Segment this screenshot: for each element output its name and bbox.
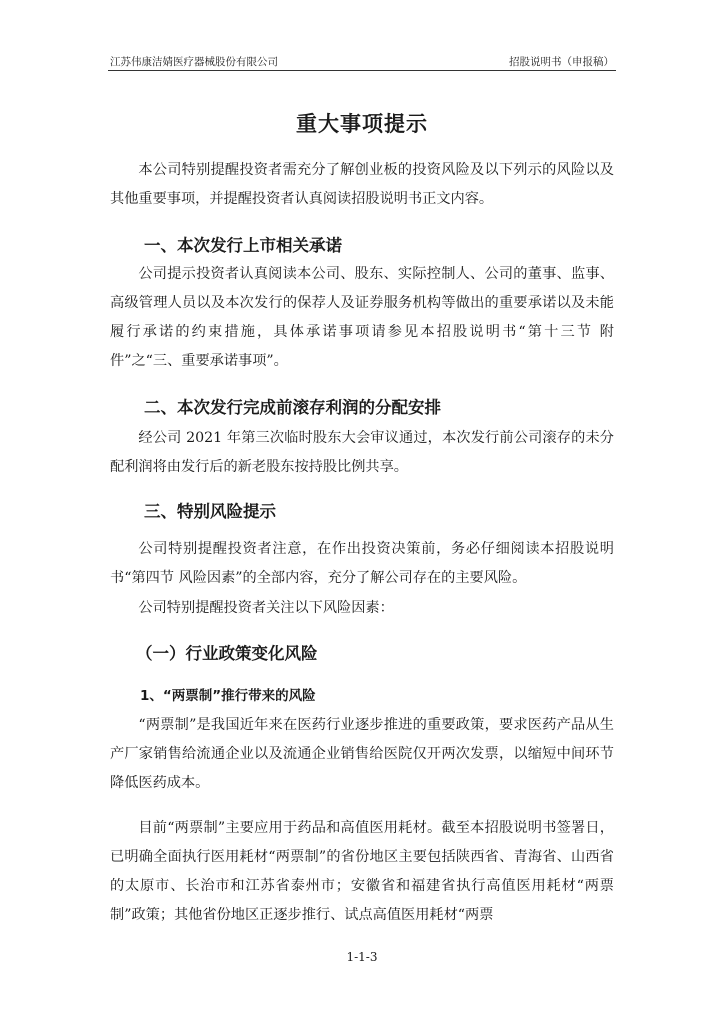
risk-notice-paragraph: 公司特别提醒投资者注意，在作出投资决策前，务必仔细阅读本招股说明书“第四节 风险因素”的全部内容，充分了解公司存在的主要风险。 [110,541,614,586]
page-title: 重大事项提示 [296,112,428,136]
subsection-heading-policy-risk: （一）行业政策变化风险 [136,644,318,663]
section-heading-commitments: 一、本次发行上市相关承诺 [144,236,342,255]
header-company-name: 江苏伟康洁婧医疗器械股份有限公司 [110,56,278,68]
section-heading-profit-distribution: 二、本次发行完成前滚存利润的分配安排 [144,398,441,417]
page-number: 1-1-3 [346,950,378,964]
intro-paragraph: 本公司特别提醒投资者需充分了解创业板的投资风险及以下列示的风险以及其他重要事项，并提醒投资者认真阅读招股说明书正文内容。 [110,162,614,207]
profit-distribution-paragraph: 经公司 2021 年第三次临时股东大会审议通过，本次发行前公司滚存的未分配利润将由发行后的新老股东按持股比例共享。 [110,430,614,475]
risk-factors-intro: 公司特别提醒投资者关注以下风险因素： [138,600,394,616]
two-invoice-status-paragraph: 目前“两票制”主要应用于药品和高值医用耗材。截至本招股说明书签署日，已明确全面执行医用耗材“两票制”的省份地区主要包括陕西省、青海省、山西省的太原市、长治市和江苏省泰州市；安徽省和福建省执行高值医用耗材“两票制”政策；其他省份地区正逐步推行、试点高值医用耗材“两票 [110,820,614,923]
page-header [108,52,616,70]
commitments-paragraph: 公司提示投资者认真阅读本公司、股东、实际控制人、公司的董事、监事、高级管理人员以及本次发行的保荐人及证券服务机构等做出的重要承诺以及未能履行承诺的约束措施，具体承诺事项请参见本招股说明书“第十三节 附件”之“三、重要承诺事项”。 [110,266,614,369]
item-heading-two-invoice: 1、“两票制”推行带来的风险 [140,688,316,704]
two-invoice-paragraph: “两票制”是我国近年来在医药行业逐步推进的重要政策，要求医药产品从生产厂家销售给流通企业以及流通企业销售给医院仅开两次发票，以缩短中间环节降低医药成本。 [110,717,614,791]
header-document-type: 招股说明书（申报稿） [509,56,614,68]
header-divider [108,70,616,71]
section-heading-risk-notice: 三、特别风险提示 [144,502,276,521]
